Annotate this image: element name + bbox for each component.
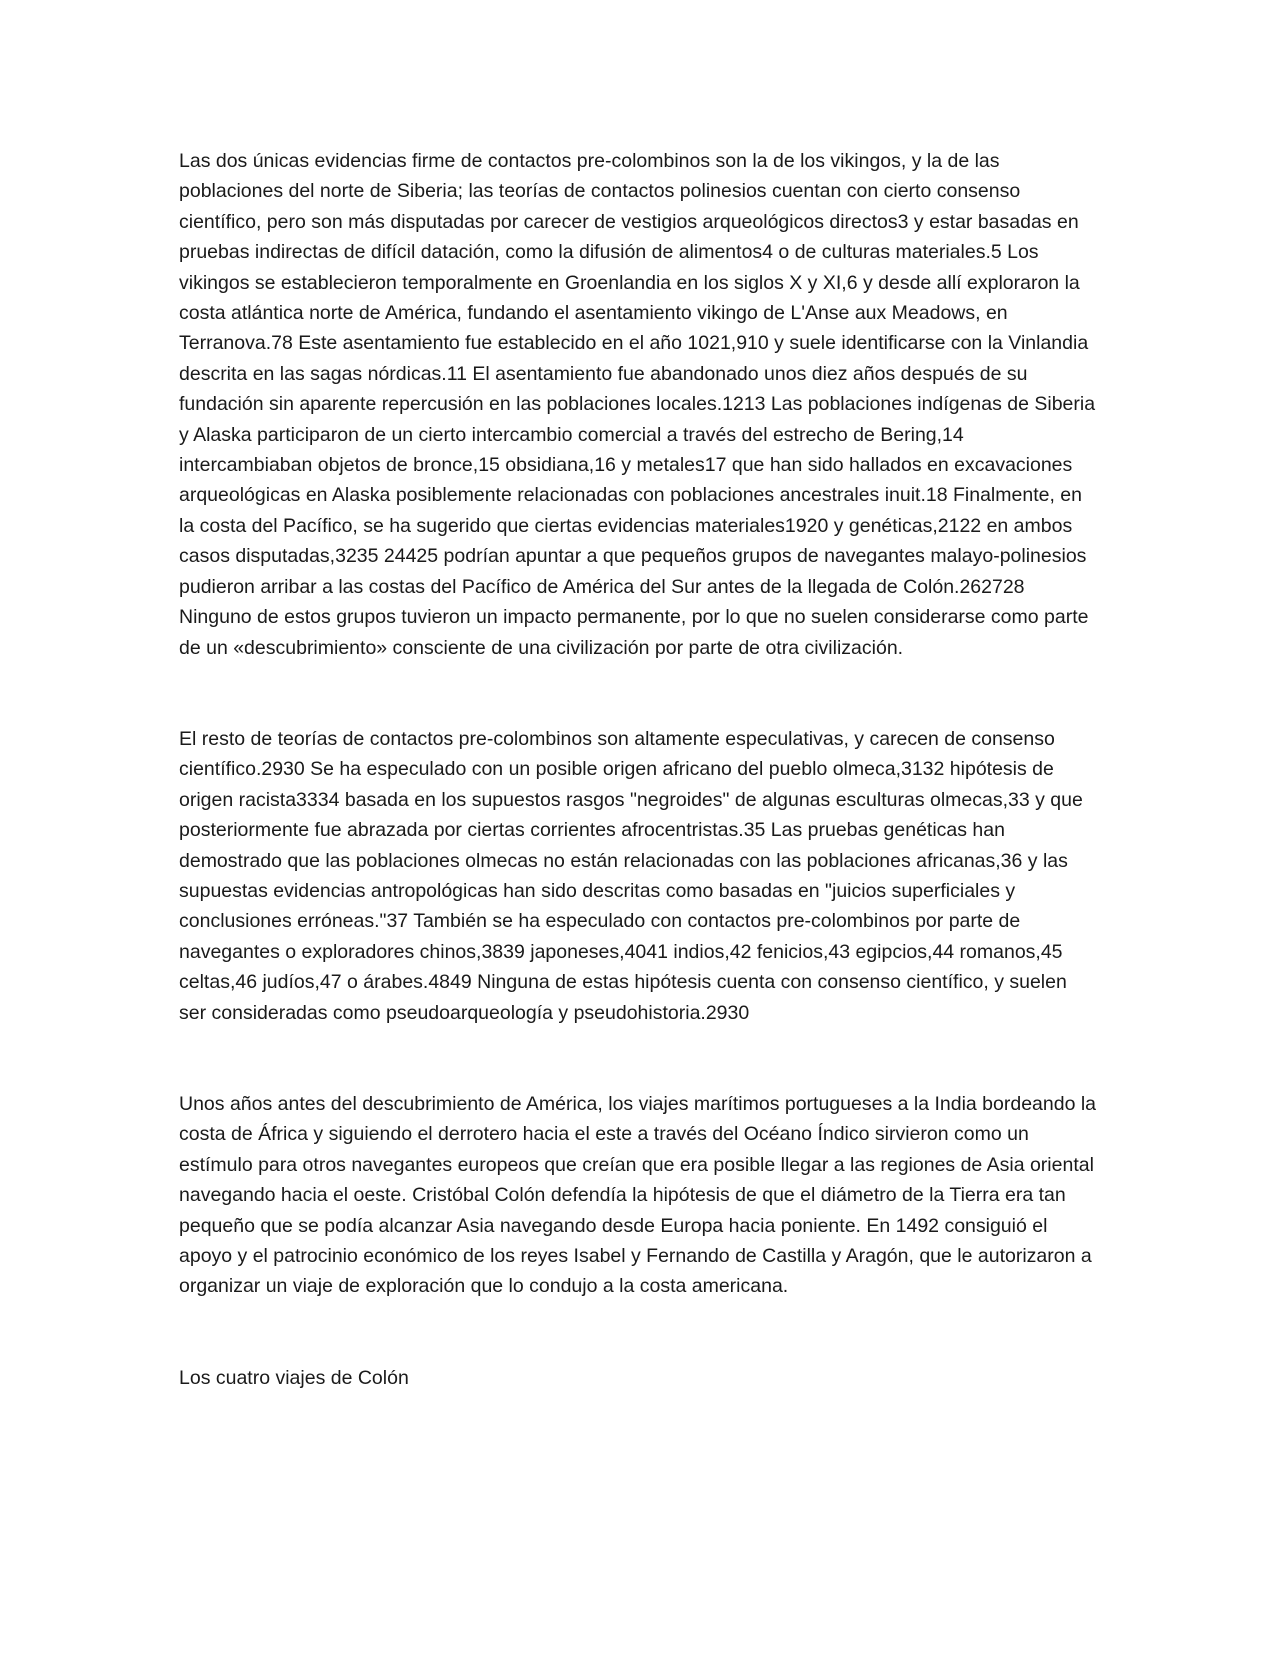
paragraph-viking-contacts: Las dos únicas evidencias firme de contactos pre-colombinos son la de los vikingos, y la de las poblaciones del norte de Siberia; las teorías de contactos polinesios cuentan con cierto consenso científico, pero son más disputadas por carecer de vestigios arqueológicos directos3 y estar basadas en pruebas indirectas de difícil datación, como la difusión de alimentos4 o de culturas materiales.5 Los vikingos se establecieron temporalmente en Groenlandia en los siglos X y XI,6 y desde allí exploraron la costa atlántica norte de América, fundando el asentamiento vikingo de L'Anse aux Meadows, en Terranova.78 Este asentamiento fue establecido en el año 1021,910 y suele identificarse con la Vinlandia descrita en las sagas nórdicas.11 El asentamiento fue abandonado unos diez años después de su fundación sin aparente repercusión en las poblaciones locales.1213 Las poblaciones indígenas de Siberia y Alaska participaron de un cierto intercambio comercial a través del estrecho de Bering,14 intercambiaban objetos de bronce,15 obsidiana,16 y metales17 que han sido hallados en excavaciones arqueológicas en Alaska posiblemente relacionadas con poblaciones ancestrales inuit.18 Finalmente, en la costa del Pacífico, se ha sugerido que ciertas evidencias materiales1920 y genéticas,2122 en ambos casos disputadas,3235 24425 podrían apuntar a que pequeños grupos de navegantes malayo-polinesios pudieron arribar a las costas del Pacífico de América del Sur antes de la llegada de Colón.262728 Ninguno de estos grupos tuvieron un impacto permanente, por lo que no suelen considerarse como parte de un «descubrimiento» consciente de una civilización por parte de otra civilización. xyxy=(179,150,1096,659)
document-body xyxy=(179,146,1099,1393)
section-heading-four-voyages: Los cuatro viajes de Colón xyxy=(179,1366,409,1389)
paragraph-columbus-background: Unos años antes del descubrimiento de América, los viajes marítimos portugueses a la India bordeando la costa de África y siguiendo el derrotero hacia el este a través del Océano Índico sirvieron como un estímulo para otros navegantes europeos que creían que era posible llegar a las regiones de Asia oriental navegando hacia el oeste. Cristóbal Colón defendía la hipótesis de que el diámetro de la Tierra era tan pequeño que se podía alcanzar Asia navegando desde Europa hacia poniente. En 1492 consiguió el apoyo y el patrocinio económico de los reyes Isabel y Fernando de Castilla y Aragón, que le autorizaron a organizar un viaje de exploración que lo condujo a la costa americana. xyxy=(179,1092,1097,1298)
paragraph-speculative-theories: El resto de teorías de contactos pre-colombinos son altamente especulativas, y carecen de consenso científico.2930 Se ha especulado con un posible origen africano del pueblo olmeca,3132 hipótesis de origen racista3334 basada en los supuestos rasgos "negroides" de algunas esculturas olmecas,33 y que posteriormente fue abrazada por ciertas corrientes afrocentristas.35 Las pruebas genéticas han demostrado que las poblaciones olmecas no están relacionadas con las poblaciones africanas,36 y las supuestas evidencias antropológicas han sido descritas como basadas en "juicios superficiales y conclusiones erróneas."37 También se ha especulado con contactos pre-colombinos por parte de navegantes o exploradores chinos,3839 japoneses,4041 indios,42 fenicios,43 egipcios,44 romanos,45 celtas,46 judíos,47 o árabes.4849 Ninguna de estas hipótesis cuenta con consenso científico, y suelen ser consideradas como pseudoarqueología y pseudohistoria.2930 xyxy=(179,727,1083,1024)
